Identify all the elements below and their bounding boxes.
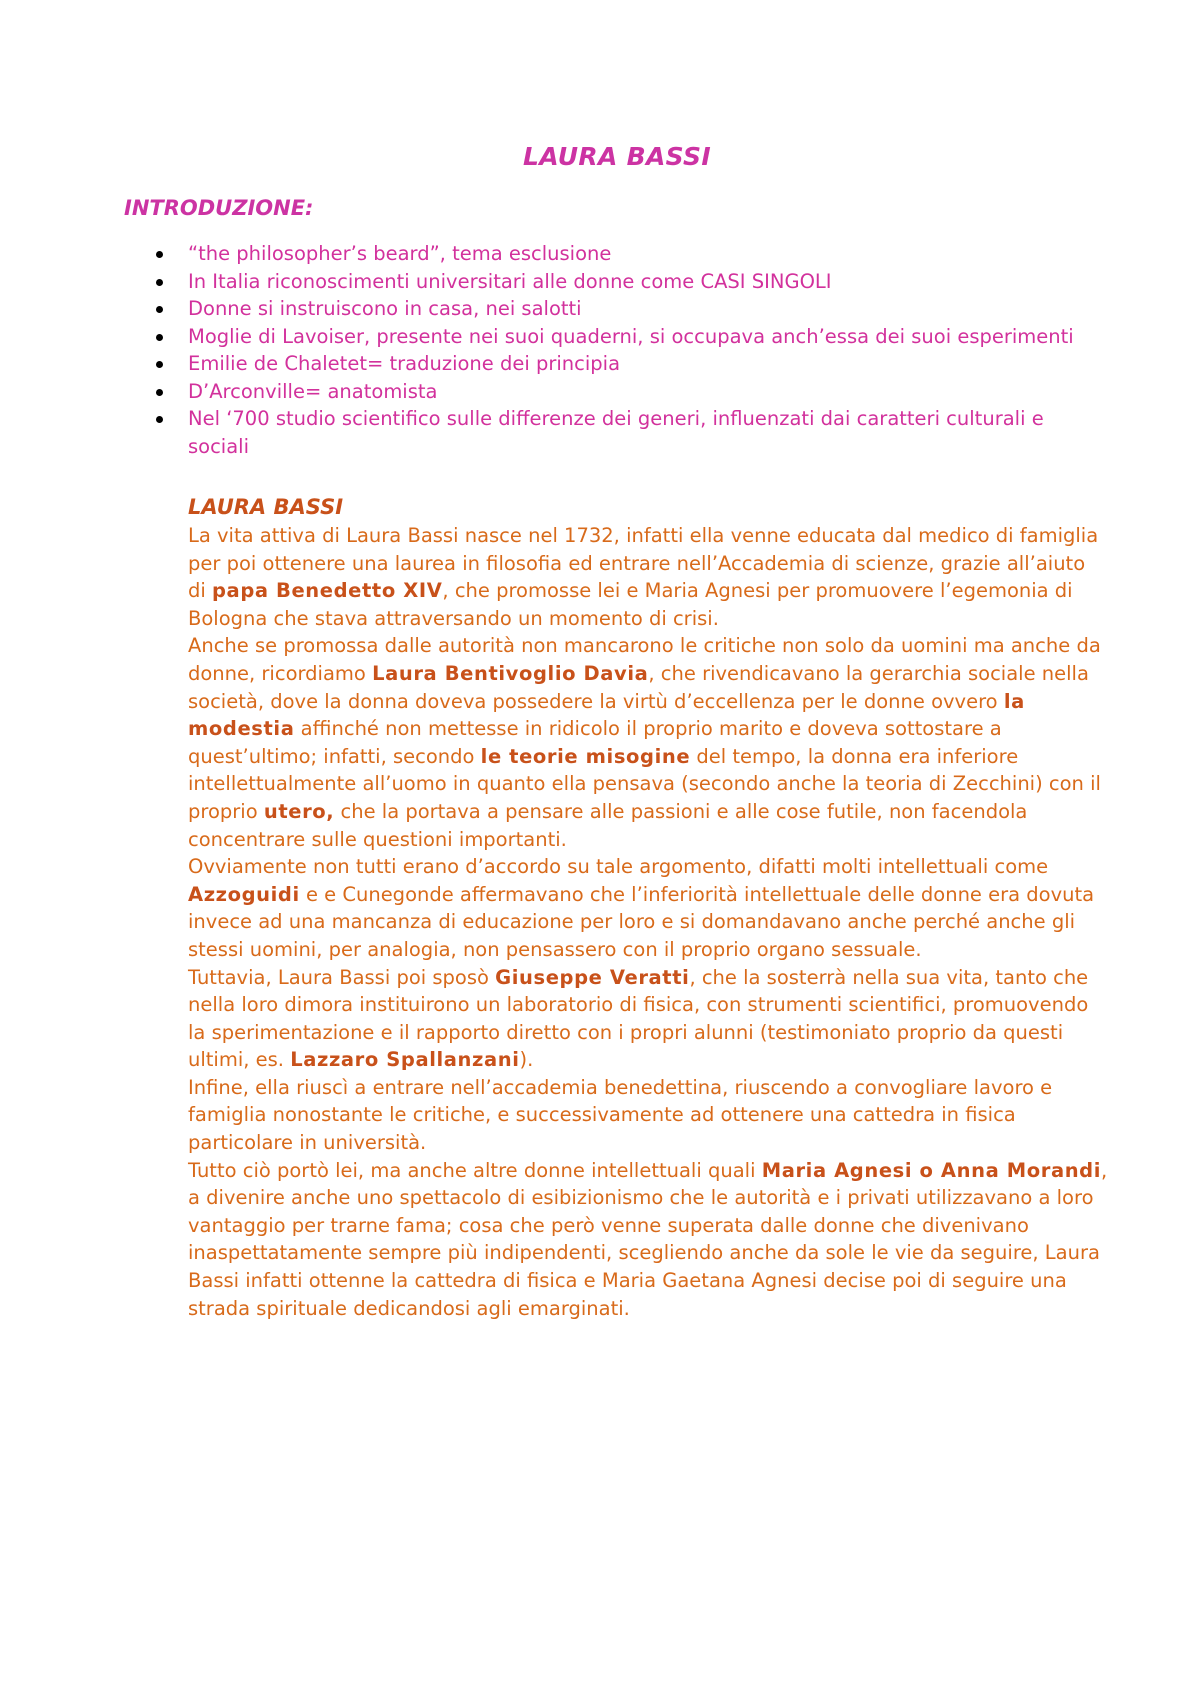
bullet-dot-icon [156,251,163,258]
biography-paragraph [188,1074,1108,1157]
paragraph-text: , che la sosterrà nella sua vita, tanto che nella loro dimora instituirono un laboratorio di fisica, con strumenti scientifici, promuovendo la sperimentazione e il rapporto diretto con i propri alunni (testimoniato proprio da questi ultimi, es. [188,965,1089,1072]
bullet-dot-icon [156,361,163,368]
bullet-dot-icon [156,334,163,341]
paragraph-text: e e Cunegonde affermavano che l’inferiorità intellettuale delle donne era dovuta invece ad una mancanza di educazione per loro e si domandavano anche perché anche gli stessi uomini, per analogia, non pensassero con il proprio organo sessuale. [188,882,1095,961]
bullet-dot-icon [156,306,163,313]
highlighted-name: Giuseppe Veratti [495,965,690,989]
paragraph-text: affinché non mettesse in ridicolo il proprio marito e doveva sottostare a quest’ultimo; infatti, secondo [188,717,1002,768]
highlighted-name: Laura Bentivoglio Davia [372,661,649,685]
bullet-dot-icon [156,389,163,396]
paragraph-text: , che rivendicavano la gerarchia sociale nella società, dove la donna doveva possedere la virtù d’eccellenza per le donne ovvero [188,661,1089,713]
paragraph-text: , a divenire anche uno spettacolo di esibizionismo che le autorità e i privati utilizzavano a loro vantaggio per trarne fama; cosa che però venne superata dalle donne che divenivano inaspettatamente sempre più indipendenti, scegliendo anche da sole le vie da seguire, Laura Bassi infatti ottenne la cattedra di fisica e Maria Gaetana Agnesi decise poi di seguire una strada spirituale dedicandosi agli emarginati. [188,1158,1108,1320]
paragraph-text: Tutto ciò portò lei, ma anche altre donne intellettuali quali [188,1158,762,1182]
biography-heading: LAURA BASSI [188,495,344,519]
bullet-text: D’Arconville= anatomista [188,379,438,403]
biography-paragraph [188,964,1108,1074]
intro-bullet-list [146,240,1086,460]
paragraph-text: del tempo, la donna era inferiore intellettualmente all’uomo in quanto ella pensava (secondo anche la teoria di Zecchini) con il proprio [188,744,1101,823]
bullet-text: In Italia riconoscimenti universitari alle donne come CASI SINGOLI [188,269,832,293]
biography-section [188,492,1108,1322]
highlighted-name: Maria Agnesi o Anna Morandi [761,1158,1102,1182]
bullet-text: Nel ‘700 studio scientifico sulle differenze dei generi, influenzati dai caratteri culturali e sociali [188,407,1044,458]
biography-paragraph [188,522,1108,632]
biography-paragraph [188,632,1108,853]
bullet-item [146,295,1086,323]
highlighted-name: papa Benedetto XIV [212,579,443,603]
bullet-text: Moglie di Lavoiser, presente nei suoi quaderni, si occupava anch’essa dei suoi esperimenti [188,324,1074,348]
biography-paragraph [188,1157,1108,1323]
paragraph-text: Tuttavia, Laura Bassi poi sposò [188,965,496,989]
paragraph-text: ). [519,1048,534,1072]
paragraph-text: Ovviamente non tutti erano d’accordo su tale argomento, difatti molti intellettuali come [188,855,1049,879]
bullet-item [146,268,1086,296]
paragraph-text: che la portava a pensare alle passioni e alle cose futile, non facendola concentrare sulle questioni importanti. [188,799,1028,851]
highlighted-name: Lazzaro Spallanzani [290,1048,520,1072]
bullet-item [146,378,1086,406]
highlighted-name: le teorie misogine [480,744,691,768]
paragraph-text: , che promosse lei e Maria Agnesi per promuovere l’egemonia di Bologna che stava attraversando un momento di crisi. [188,579,1073,630]
paragraph-text: Anche se promossa dalle autorità non mancarono le critiche non solo da uomini ma anche da donne, ricordiamo [188,634,1101,685]
bullet-item [146,405,1086,460]
highlighted-name: utero, [263,799,335,823]
highlighted-name: la modestia [188,689,1025,741]
bullet-text: Emilie de Chaletet= traduzione dei principia [188,352,621,375]
bullet-dot-icon [156,279,163,286]
biography-body [188,522,1108,1322]
paragraph-text: La vita attiva di Laura Bassi nasce nel 1732, infatti ella venne educata dal medico di famiglia per poi ottenere una laurea in filosofia ed entrare nell’Accademia di scienze, grazie all’aiuto di [188,524,1099,603]
intro-heading: INTRODUZIONE: [124,196,314,220]
bullet-item [146,323,1086,351]
bullet-item [146,350,1086,378]
paragraph-text: Infine, ella riuscì a entrare nell’accademia benedettina, riuscendo a convogliare lavoro e famiglia nonostante le critiche, e successivamente ad ottenere una cattedra in fisica particolare in università. [188,1075,1053,1155]
biography-paragraph [188,853,1108,963]
highlighted-name: Azzoguidi [188,882,300,906]
bullet-item [146,240,1086,268]
document-title: LAURA BASSI [523,142,711,171]
bullet-text: “the philosopher’s beard”, tema esclusione [188,242,612,265]
bullet-dot-icon [156,416,163,423]
bullet-text: Donne si instruiscono in casa, nei salotti [188,297,582,320]
